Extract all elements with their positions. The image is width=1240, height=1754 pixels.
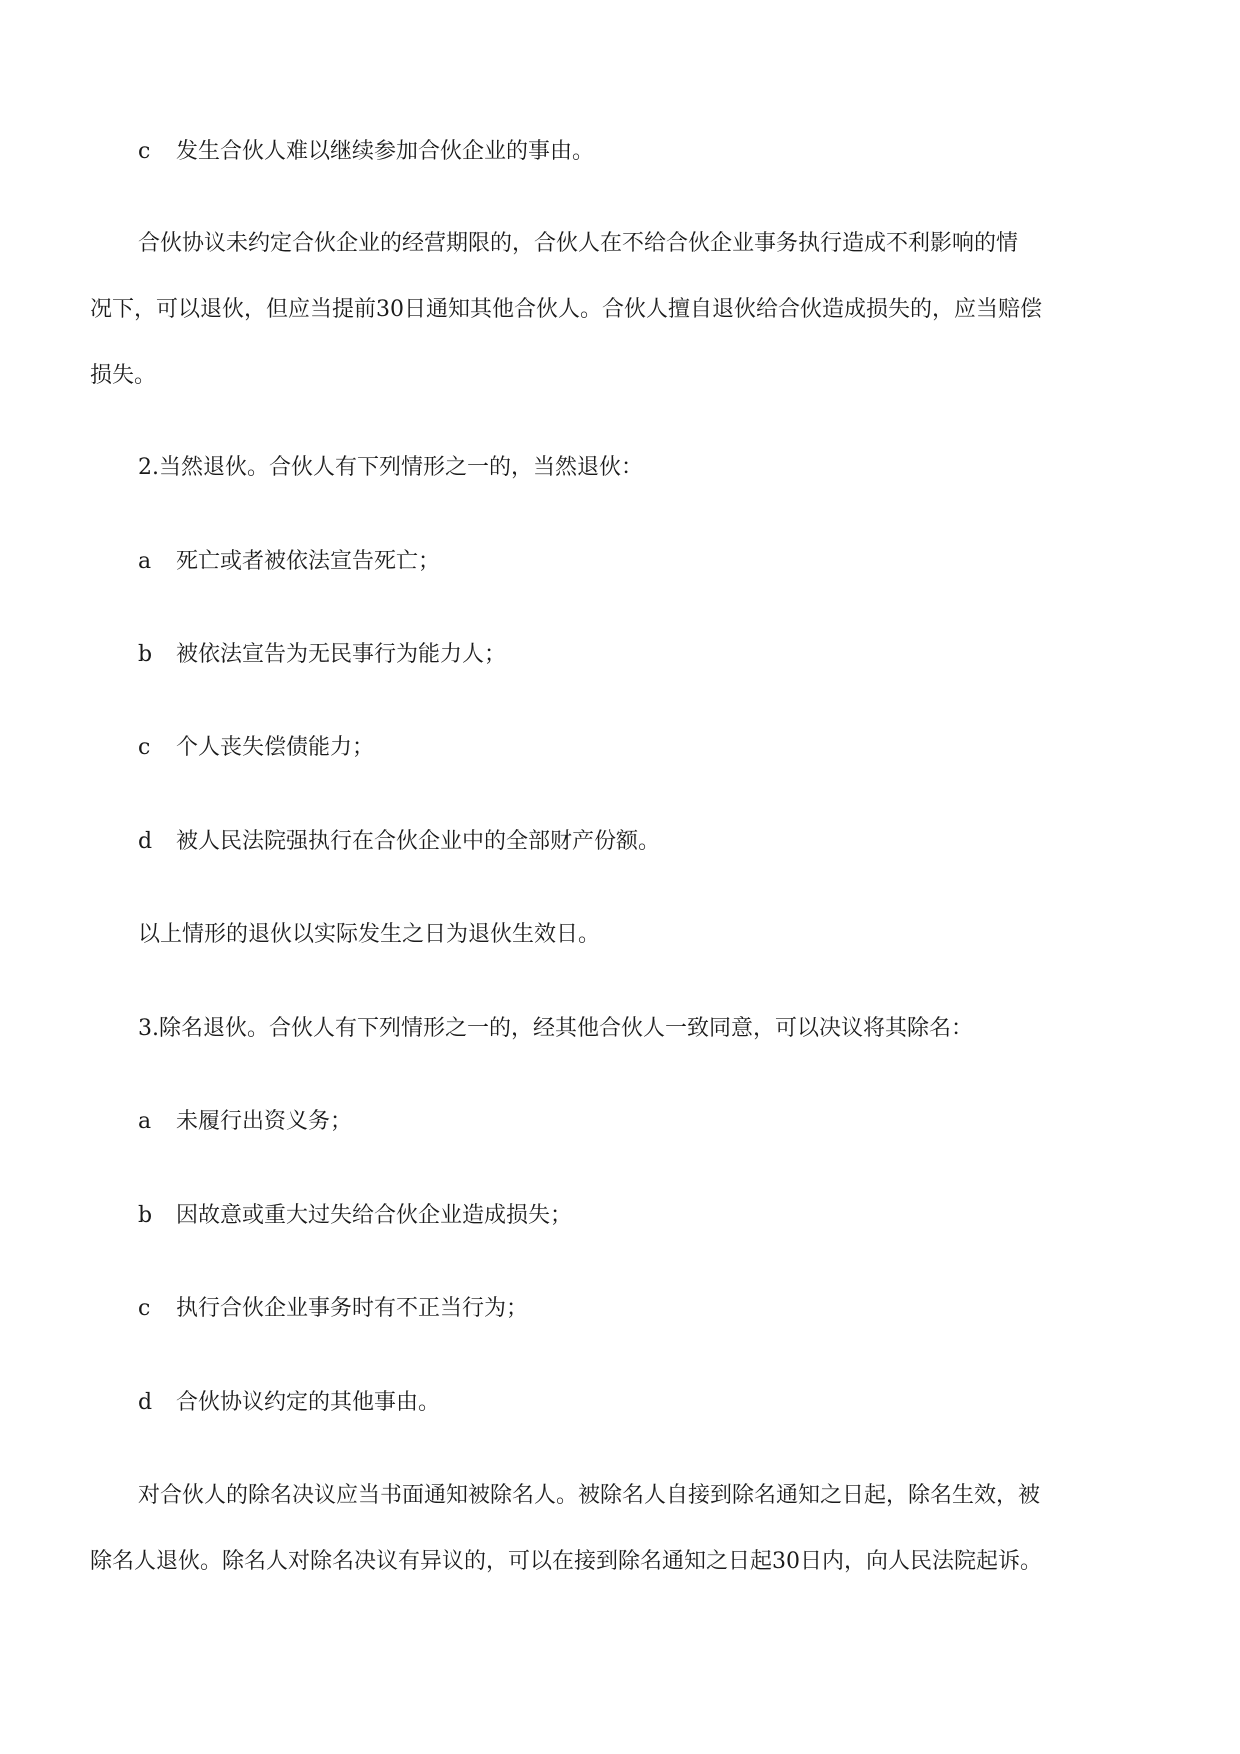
list-marker: a <box>138 549 152 574</box>
list-marker: b <box>138 642 153 667</box>
list-item-text: 被人民法院强执行在合伙企业中的全部财产份额。 <box>176 829 661 854</box>
list-item-text: 发生合伙人难以继续参加合伙企业的事由。 <box>176 139 595 164</box>
paragraph-line: 况下，可以退伙，但应当提前30日通知其他合伙人。合伙人擅自退伙给合伙造成损失的，应当赔偿 <box>90 297 1042 322</box>
list-marker: a <box>138 1109 152 1134</box>
list-item-c <box>138 137 594 167</box>
list-item-d <box>138 1388 440 1418</box>
list-marker: c <box>138 1296 151 1321</box>
list-item-c <box>138 733 374 763</box>
list-marker: c <box>138 139 151 164</box>
list-item-text: 个人丧失偿债能力； <box>176 735 375 760</box>
paragraph-line: 合伙协议未约定合伙企业的经营期限的，合伙人在不给合伙企业事务执行造成不利影响的情 <box>138 231 1019 256</box>
list-item-text: 执行合伙企业事务时有不正当行为； <box>176 1296 529 1321</box>
list-item-c <box>138 1294 528 1324</box>
list-item-b <box>138 1201 572 1231</box>
section-heading-3: 3.除名退伙。合伙人有下列情形之一的，经其他合伙人一致同意，可以决议将其除名： <box>138 1016 973 1041</box>
list-item-text: 因故意或重大过失给合伙企业造成损失； <box>176 1203 573 1228</box>
list-marker: c <box>138 735 151 760</box>
list-marker: d <box>138 829 153 854</box>
list-item-text: 被依法宣告为无民事行为能力人； <box>176 642 507 667</box>
paragraph-line: 损失。 <box>90 363 157 388</box>
list-item-d <box>138 827 660 857</box>
list-marker: d <box>138 1390 153 1415</box>
list-item-b <box>138 640 506 670</box>
section-heading-2: 2.当然退伙。合伙人有下列情形之一的，当然退伙： <box>138 455 643 480</box>
list-item-text: 死亡或者被依法宣告死亡； <box>176 549 441 574</box>
list-item-text: 合伙协议约定的其他事由。 <box>176 1390 441 1415</box>
list-item-text: 未履行出资义务； <box>176 1109 353 1134</box>
paragraph-line: 以上情形的退伙以实际发生之日为退伙生效日。 <box>138 922 601 947</box>
list-item-a <box>138 1107 352 1137</box>
paragraph-line: 除名人退伙。除名人对除名决议有异议的，可以在接到除名通知之日起30日内，向人民法院起诉。 <box>90 1549 1042 1574</box>
list-item-a <box>138 547 440 577</box>
paragraph-line: 对合伙人的除名决议应当书面通知被除名人。被除名人自接到除名通知之日起，除名生效，被 <box>138 1483 1041 1508</box>
list-marker: b <box>138 1203 153 1228</box>
